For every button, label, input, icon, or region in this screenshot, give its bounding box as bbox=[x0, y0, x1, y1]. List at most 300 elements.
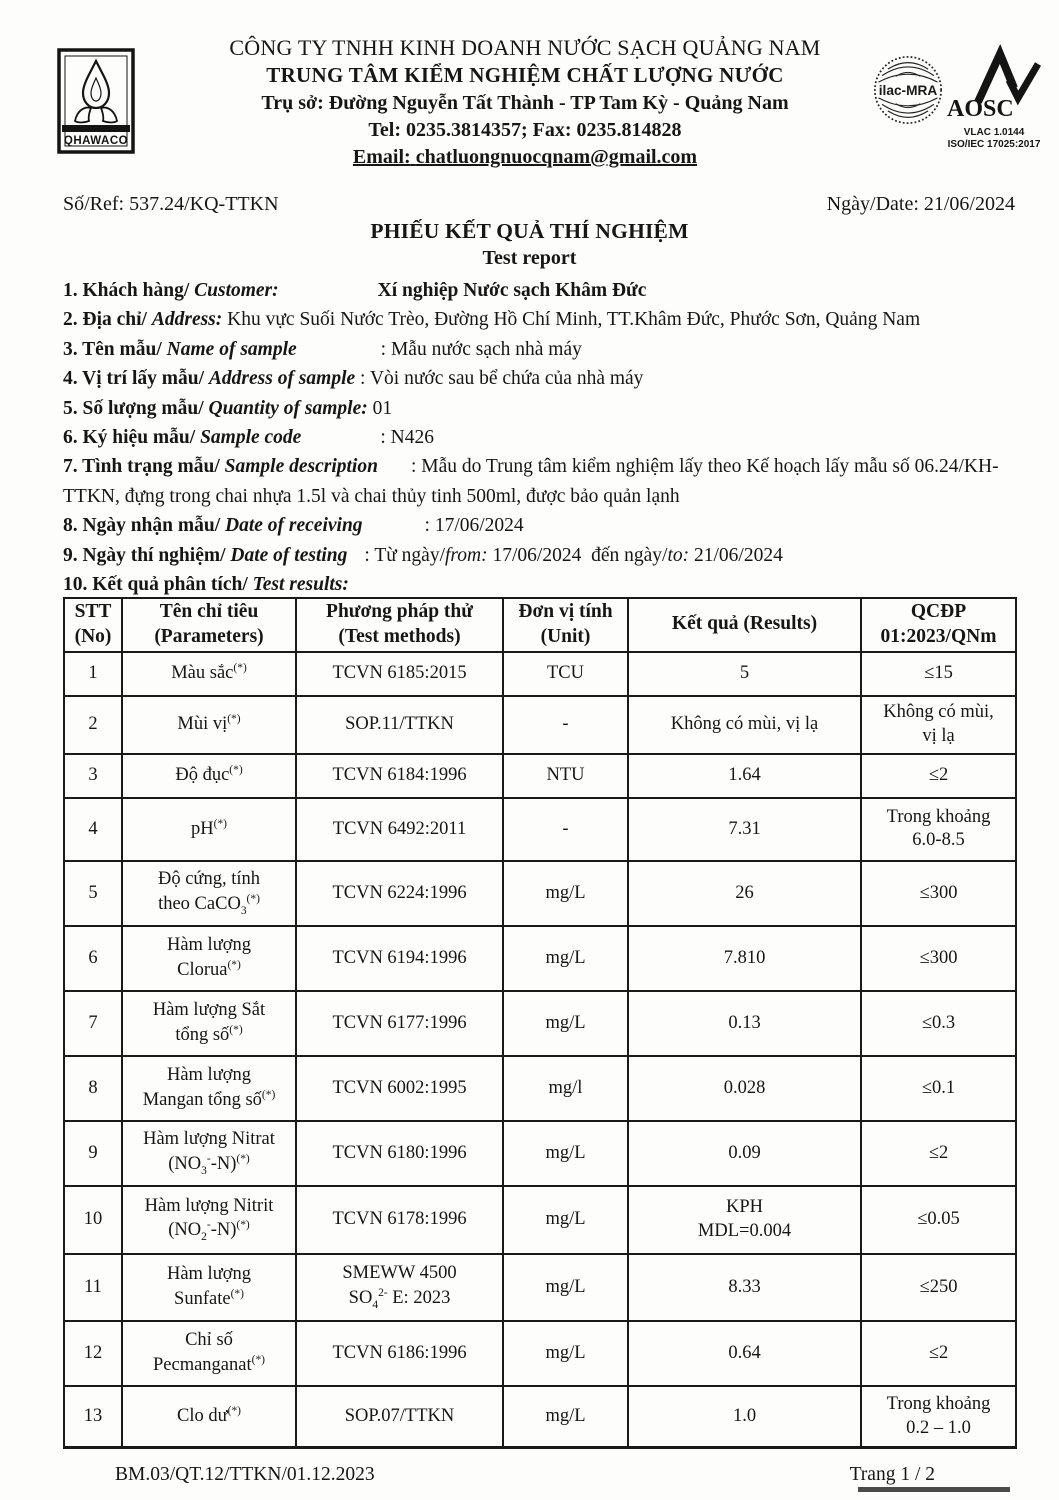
table-row-4 bbox=[64, 798, 1016, 861]
text-segment: 21/06/2024 bbox=[689, 544, 783, 566]
limit-cell bbox=[861, 652, 1016, 696]
text-segment: mg/L bbox=[545, 882, 586, 903]
text-segment: - bbox=[562, 714, 569, 735]
column-header-text: Phương pháp thử bbox=[326, 601, 473, 622]
text-segment: TCVN 6177:1996 bbox=[332, 1012, 467, 1033]
text-segment: (*) bbox=[236, 1219, 250, 1232]
text-segment: (*) bbox=[246, 892, 260, 905]
qhawaco-logo-text: QHAWACO bbox=[63, 135, 129, 147]
text-segment: - bbox=[562, 818, 569, 839]
text-segment: Khu vực Suối Nước Trèo, Đường Hồ Chí Minh, TT.Khâm Đức, Phước Sơn, Quảng Nam bbox=[222, 309, 921, 331]
form-code: BM.03/QT.12/TTKN/01.12.2023 bbox=[115, 1464, 375, 1485]
ilac-mra-logo bbox=[872, 46, 944, 134]
parameter-cell bbox=[122, 1386, 296, 1448]
scan-artifact-line bbox=[858, 1487, 1010, 1492]
result-cell bbox=[628, 1321, 861, 1386]
column-header-text: (No) bbox=[74, 625, 112, 647]
text-segment: KPH bbox=[725, 1197, 763, 1218]
text-segment: theo CaCO bbox=[158, 894, 241, 915]
qhawaco-logo-graphic bbox=[57, 48, 135, 154]
text-segment: NTU bbox=[546, 765, 585, 786]
result-cell bbox=[628, 926, 861, 991]
table-row-12 bbox=[64, 1321, 1016, 1386]
tel-fax: Tel: 0235.3814357; Fax: 0235.814828 bbox=[368, 119, 682, 141]
method-cell bbox=[296, 1121, 503, 1186]
table-row-10 bbox=[64, 1186, 1016, 1254]
text-segment: ≤300 bbox=[919, 882, 958, 903]
text-segment: vị lạ bbox=[922, 725, 955, 746]
parameter-cell bbox=[122, 1254, 296, 1321]
text-segment: Sample description bbox=[224, 456, 378, 478]
text-segment: (NO bbox=[168, 1154, 202, 1175]
parameter-cell bbox=[122, 754, 296, 798]
text-segment: Address of sample bbox=[208, 368, 356, 390]
stt-cell bbox=[64, 861, 122, 926]
table-row-3 bbox=[64, 754, 1016, 798]
text-segment: 17/06/2024 đến ngày/ bbox=[487, 544, 668, 566]
text-segment: SOP.11/TTKN bbox=[345, 714, 454, 735]
aosc-logo bbox=[946, 40, 1042, 151]
text-segment: -N) bbox=[210, 1220, 237, 1241]
text-segment: 3 bbox=[88, 765, 98, 786]
text-segment: Hàm lượng bbox=[166, 1065, 252, 1086]
table-row-5 bbox=[64, 861, 1016, 926]
table-header-row bbox=[64, 598, 1016, 652]
text-segment: to: bbox=[667, 544, 690, 566]
parameter-cell bbox=[122, 696, 296, 754]
column-header-text: Kết quả (Results) bbox=[671, 613, 818, 635]
text-segment: Không có mùi, bbox=[883, 702, 994, 723]
ref-number: Số/Ref: 537.24/KQ-TTKN bbox=[63, 193, 279, 215]
letterhead-center bbox=[185, 34, 865, 171]
column-header-4 bbox=[503, 598, 628, 652]
text-segment: 1 bbox=[88, 663, 98, 684]
unit-cell bbox=[503, 926, 628, 991]
text-segment: (*) bbox=[236, 1152, 250, 1165]
text-segment: mg/l bbox=[548, 1077, 583, 1098]
info-item-10 bbox=[63, 570, 1023, 599]
text-segment: 4. Vị trí lấy mẫu/ bbox=[63, 368, 209, 390]
column-header-5 bbox=[628, 598, 861, 652]
head-office-address: Trụ sở: Đường Nguyễn Tất Thành - TP Tam Kỳ - Quảng Nam bbox=[261, 92, 789, 114]
text-segment: 12 bbox=[83, 1342, 103, 1363]
text-segment: 7 bbox=[88, 1012, 98, 1033]
stt-cell bbox=[64, 926, 122, 991]
text-segment: 8 bbox=[88, 1077, 98, 1098]
text-segment: Mùi vị bbox=[177, 714, 228, 735]
stt-cell bbox=[64, 991, 122, 1056]
text-segment: 2 bbox=[201, 1231, 207, 1244]
text-segment: TCVN 6184:1996 bbox=[332, 765, 467, 786]
limit-cell bbox=[861, 754, 1016, 798]
text-segment: mg/L bbox=[545, 1012, 586, 1033]
text-segment: ≤250 bbox=[919, 1276, 958, 1297]
company-name: CÔNG TY TNHH KINH DOANH NƯỚC SẠCH QUẢNG NAM bbox=[229, 35, 821, 60]
info-item-7 bbox=[63, 452, 1023, 511]
text-segment: 10 bbox=[83, 1209, 103, 1230]
text-segment: Test results: bbox=[252, 574, 349, 596]
text-segment: (*) bbox=[227, 1405, 241, 1418]
text-segment: (NO bbox=[168, 1220, 202, 1241]
unit-cell bbox=[503, 861, 628, 926]
text-segment: E: 2023 bbox=[387, 1288, 451, 1309]
text-segment: 2- bbox=[378, 1286, 388, 1299]
report-subtitle: Test report bbox=[482, 247, 577, 269]
parameter-cell bbox=[122, 652, 296, 696]
table-row-2 bbox=[64, 696, 1016, 754]
text-segment: ≤2 bbox=[928, 1142, 949, 1163]
limit-cell bbox=[861, 1056, 1016, 1121]
unit-cell bbox=[503, 991, 628, 1056]
hand-right-icon bbox=[101, 108, 117, 123]
parameter-cell bbox=[122, 926, 296, 991]
text-segment: 6 bbox=[88, 947, 98, 968]
result-cell bbox=[628, 652, 861, 696]
text-segment: Trong khoảng bbox=[886, 806, 991, 827]
table-row-11 bbox=[64, 1254, 1016, 1321]
text-segment: ≤300 bbox=[919, 947, 958, 968]
column-header-6 bbox=[861, 598, 1016, 652]
ref-line bbox=[63, 193, 1015, 216]
table-row-9 bbox=[64, 1121, 1016, 1186]
text-segment: mg/L bbox=[545, 1276, 586, 1297]
text-segment: Hàm lượng bbox=[166, 1264, 252, 1285]
unit-cell bbox=[503, 1321, 628, 1386]
text-segment: ≤15 bbox=[924, 663, 953, 684]
limit-cell bbox=[861, 861, 1016, 926]
text-segment: Hàm lượng Nitrat bbox=[143, 1129, 275, 1150]
method-cell bbox=[296, 861, 503, 926]
info-item-6 bbox=[63, 423, 1023, 452]
table-row-6 bbox=[64, 926, 1016, 991]
text-segment: 0.09 bbox=[728, 1142, 761, 1163]
column-header-text: STT bbox=[74, 601, 112, 622]
text-segment: (*) bbox=[261, 1088, 276, 1101]
info-item-4 bbox=[63, 364, 1023, 393]
limit-cell bbox=[861, 991, 1016, 1056]
stt-cell bbox=[64, 1254, 122, 1321]
text-segment: 6.0-8.5 bbox=[912, 830, 965, 851]
text-segment: - bbox=[206, 1152, 211, 1165]
result-cell bbox=[628, 1386, 861, 1448]
limit-cell bbox=[861, 696, 1016, 754]
method-cell bbox=[296, 1254, 503, 1321]
text-segment: Độ cứng, tính bbox=[157, 869, 260, 890]
text-segment: TCVN 6180:1996 bbox=[332, 1142, 467, 1163]
email-label: Email: bbox=[352, 146, 411, 168]
column-header-text: 01:2023/QNm bbox=[880, 625, 997, 647]
text-segment: mg/L bbox=[545, 1405, 586, 1426]
limit-cell bbox=[861, 1186, 1016, 1254]
info-item-9 bbox=[63, 541, 1023, 570]
text-segment: 8.33 bbox=[728, 1276, 761, 1297]
text-segment: Mangan tổng số bbox=[142, 1089, 262, 1110]
text-segment: 7.31 bbox=[728, 818, 761, 839]
column-header-text: (Parameters) bbox=[154, 625, 264, 647]
result-cell bbox=[628, 754, 861, 798]
method-cell bbox=[296, 652, 503, 696]
unit-cell bbox=[503, 1186, 628, 1254]
method-cell bbox=[296, 926, 503, 991]
text-segment: 0.64 bbox=[728, 1342, 761, 1363]
stt-cell bbox=[64, 1121, 122, 1186]
stt-cell bbox=[64, 1186, 122, 1254]
column-header-text: (Unit) bbox=[540, 625, 591, 647]
text-segment: Sunfate bbox=[174, 1288, 231, 1309]
column-header-text: Đơn vị tính bbox=[518, 601, 613, 622]
info-item-5 bbox=[63, 394, 1023, 423]
text-segment: TCVN 6492:2011 bbox=[332, 818, 467, 839]
aosc-logo-text: AOSC bbox=[947, 96, 1014, 122]
text-segment: Name of sample bbox=[166, 338, 297, 360]
text-segment: Trong khoảng bbox=[886, 1393, 991, 1414]
result-cell bbox=[628, 1254, 861, 1321]
limit-cell bbox=[861, 798, 1016, 861]
method-cell bbox=[296, 696, 503, 754]
unit-cell bbox=[503, 754, 628, 798]
text-segment: (*) bbox=[227, 713, 241, 726]
stt-cell bbox=[64, 798, 122, 861]
unit-cell bbox=[503, 1121, 628, 1186]
email-address: chatluongnuocqnam@gmail.com bbox=[415, 146, 698, 168]
text-segment: TCVN 6224:1996 bbox=[332, 882, 467, 903]
text-segment: Hàm lượng Nitrit bbox=[144, 1195, 274, 1216]
text-segment: Hàm lượng bbox=[166, 935, 252, 956]
unit-cell bbox=[503, 1254, 628, 1321]
text-segment: 26 bbox=[735, 882, 754, 903]
stt-cell bbox=[64, 652, 122, 696]
center-name: TRUNG TÂM KIỂM NGHIỆM CHẤT LƯỢNG NƯỚC bbox=[266, 63, 784, 87]
text-segment: (*) bbox=[227, 958, 241, 971]
result-cell bbox=[628, 1186, 861, 1254]
text-segment: 9 bbox=[88, 1142, 98, 1163]
text-segment: 1. Khách hàng/ bbox=[63, 280, 195, 301]
stt-cell bbox=[64, 1321, 122, 1386]
text-segment: Customer: bbox=[194, 280, 279, 301]
text-segment: Address: bbox=[151, 309, 223, 331]
text-segment: ≤0.1 bbox=[921, 1077, 956, 1098]
page-number: Trang 1 / 2 bbox=[849, 1464, 935, 1485]
aosc-logo-graphic bbox=[946, 40, 1042, 122]
text-segment: Độ đục bbox=[175, 765, 230, 786]
text-segment: 3 bbox=[240, 904, 247, 917]
unit-cell bbox=[503, 1056, 628, 1121]
method-cell bbox=[296, 1321, 503, 1386]
column-header-text: QCĐP bbox=[910, 601, 967, 622]
text-segment: 7. Tình trạng mẫu/ bbox=[63, 456, 225, 478]
aosc-lambda-icon bbox=[978, 54, 1014, 102]
column-header-text: (Test methods) bbox=[338, 625, 461, 647]
text-segment: SO bbox=[348, 1288, 373, 1309]
aosc-vlac-caption: VLAC 1.0144 bbox=[963, 127, 1025, 138]
text-segment: 1.0 bbox=[732, 1405, 757, 1426]
stt-cell bbox=[64, 1056, 122, 1121]
text-segment: : N426 bbox=[380, 427, 434, 449]
text-segment: TCVN 6194:1996 bbox=[332, 947, 467, 968]
info-item-2 bbox=[63, 305, 1023, 334]
info-item-1 bbox=[63, 276, 1023, 305]
text-segment: TCVN 6186:1996 bbox=[332, 1342, 467, 1363]
text-segment: - bbox=[206, 1219, 211, 1232]
text-segment: SOP.07/TTKN bbox=[344, 1405, 455, 1426]
text-segment: TCVN 6002:1995 bbox=[332, 1077, 467, 1098]
result-cell bbox=[628, 1121, 861, 1186]
column-header-text: Tên chỉ tiêu bbox=[159, 601, 259, 622]
text-segment: ≤0.05 bbox=[917, 1209, 960, 1230]
text-segment: 7.810 bbox=[723, 947, 766, 968]
text-segment: (*) bbox=[230, 1287, 244, 1300]
text-segment: (*) bbox=[251, 1353, 265, 1366]
text-segment: Date of receiving bbox=[225, 515, 363, 537]
text-segment: 3. Tên mẫu/ bbox=[63, 338, 167, 360]
hand-left-icon bbox=[75, 108, 91, 123]
table-row-13 bbox=[64, 1386, 1016, 1448]
parameter-cell bbox=[122, 1186, 296, 1254]
result-cell bbox=[628, 1056, 861, 1121]
text-segment: Xí nghiệp Nước sạch Khâm Đức bbox=[377, 280, 647, 301]
column-header-3 bbox=[296, 598, 503, 652]
text-segment: Chỉ số bbox=[185, 1330, 233, 1351]
info-list bbox=[63, 276, 1023, 599]
text-segment: (*) bbox=[229, 1023, 243, 1036]
stt-cell bbox=[64, 754, 122, 798]
text-segment: 4 bbox=[372, 1298, 379, 1311]
limit-cell bbox=[861, 1121, 1016, 1186]
text-segment: tổng số bbox=[175, 1024, 230, 1045]
text-segment: 10. Kết quả phân tích/ bbox=[63, 574, 253, 596]
result-cell bbox=[628, 696, 861, 754]
text-segment: (*) bbox=[233, 662, 247, 675]
text-segment: (*) bbox=[229, 764, 243, 777]
text-segment: 6. Ký hiệu mẫu/ bbox=[63, 427, 201, 449]
result-cell bbox=[628, 798, 861, 861]
text-segment: Hàm lượng Sắt bbox=[152, 1000, 266, 1021]
text-segment: 8. Ngày nhận mẫu/ bbox=[63, 515, 225, 537]
method-cell bbox=[296, 1386, 503, 1448]
ilac-mra-logo-graphic bbox=[872, 46, 944, 134]
stt-cell bbox=[64, 1386, 122, 1448]
aosc-iso-caption: ISO/IEC 17025:2017 bbox=[947, 139, 1041, 150]
method-cell bbox=[296, 991, 503, 1056]
text-segment: 0.2 – 1.0 bbox=[906, 1417, 971, 1438]
text-segment: (*) bbox=[213, 817, 227, 830]
text-segment: 11 bbox=[84, 1276, 102, 1297]
text-segment: 4 bbox=[88, 818, 98, 839]
text-segment: : Mẫu do Trung tâm kiểm nghiệm lấy theo Kế hoạch lấy mẫu số 06.24/KH-TTKN, đựng trong chai nhựa 1.5l và chai thủy tinh 500ml, được bảo quản lạnh bbox=[63, 456, 999, 507]
text-segment: ≤2 bbox=[928, 765, 949, 786]
text-segment: ≤2 bbox=[928, 1342, 949, 1363]
page-footer bbox=[115, 1464, 935, 1486]
text-segment: 2 bbox=[88, 714, 98, 735]
text-segment: 5 bbox=[88, 882, 98, 903]
text-segment: mg/L bbox=[545, 1209, 586, 1230]
unit-cell bbox=[503, 652, 628, 696]
text-segment: from: bbox=[445, 544, 488, 566]
text-segment: : 17/06/2024 bbox=[424, 515, 524, 537]
parameter-cell bbox=[122, 991, 296, 1056]
column-header-2 bbox=[122, 598, 296, 652]
text-segment: 9. Ngày thí nghiệm/ bbox=[63, 544, 231, 566]
text-segment: : Mẫu nước sạch nhà máy bbox=[380, 338, 582, 360]
text-segment: ≤0.3 bbox=[921, 1012, 956, 1033]
text-segment: Sample code bbox=[200, 427, 302, 449]
unit-cell bbox=[503, 798, 628, 861]
text-segment: pH bbox=[191, 819, 214, 840]
text-segment: 5. Số lượng mẫu/ bbox=[63, 397, 209, 419]
email-line bbox=[185, 144, 865, 171]
text-segment: 0.13 bbox=[728, 1012, 761, 1033]
parameter-cell bbox=[122, 798, 296, 861]
letterhead bbox=[0, 34, 1059, 186]
method-cell bbox=[296, 798, 503, 861]
parameter-cell bbox=[122, 1121, 296, 1186]
text-segment: 13 bbox=[83, 1405, 103, 1426]
text-segment: Clo dư bbox=[176, 1406, 228, 1427]
method-cell bbox=[296, 754, 503, 798]
text-segment: 2. Địa chỉ/ bbox=[63, 309, 152, 331]
limit-cell bbox=[861, 926, 1016, 991]
stt-cell bbox=[64, 696, 122, 754]
method-cell bbox=[296, 1056, 503, 1121]
text-segment: TCVN 6185:2015 bbox=[332, 663, 467, 684]
text-segment: MDL=0.004 bbox=[697, 1220, 792, 1241]
text-segment: 3 bbox=[201, 1164, 207, 1177]
text-segment: Không có mùi, vị lạ bbox=[670, 714, 819, 735]
text-segment: SMEWW 4500 bbox=[342, 1263, 457, 1284]
result-cell bbox=[628, 861, 861, 926]
text-segment: 1.64 bbox=[728, 765, 761, 786]
text-segment: TCU bbox=[547, 663, 584, 684]
method-cell bbox=[296, 1186, 503, 1254]
limit-cell bbox=[861, 1386, 1016, 1448]
text-segment: mg/L bbox=[545, 1142, 586, 1163]
qhawaco-logo bbox=[57, 48, 135, 154]
column-header-1 bbox=[64, 598, 122, 652]
info-item-3 bbox=[63, 335, 1023, 364]
info-item-8 bbox=[63, 511, 1023, 540]
report-title: PHIẾU KẾT QUẢ THÍ NGHIỆM bbox=[370, 219, 689, 243]
ilac-mra-logo-text: ilac-MRA bbox=[878, 83, 938, 99]
text-segment: Màu sắc bbox=[171, 663, 234, 684]
result-cell bbox=[628, 991, 861, 1056]
limit-cell bbox=[861, 1321, 1016, 1386]
text-segment: 5 bbox=[739, 663, 750, 684]
limit-cell bbox=[861, 1254, 1016, 1321]
text-segment: mg/L bbox=[545, 947, 586, 968]
table-row-8 bbox=[64, 1056, 1016, 1121]
report-date: Ngày/Date: 21/06/2024 bbox=[826, 193, 1015, 215]
unit-cell bbox=[503, 696, 628, 754]
unit-cell bbox=[503, 1386, 628, 1448]
parameter-cell bbox=[122, 861, 296, 926]
text-segment: Clorua bbox=[177, 959, 228, 980]
text-segment: : Vòi nước sau bể chứa của nhà máy bbox=[355, 368, 644, 390]
text-segment: -N) bbox=[210, 1154, 237, 1175]
aosc-check-icon bbox=[1009, 64, 1038, 98]
text-segment: mg/L bbox=[545, 1342, 586, 1363]
table-row-7 bbox=[64, 991, 1016, 1056]
parameter-cell bbox=[122, 1056, 296, 1121]
text-segment: : Từ ngày/ bbox=[364, 544, 446, 566]
text-segment: Quantity of sample: bbox=[208, 397, 368, 419]
text-segment: 01 bbox=[367, 397, 393, 419]
text-segment: Date of testing bbox=[230, 544, 348, 566]
text-segment: TCVN 6178:1996 bbox=[332, 1209, 467, 1230]
table-row-1 bbox=[64, 652, 1016, 696]
results-table bbox=[63, 597, 1017, 1449]
text-segment: 0.028 bbox=[723, 1077, 766, 1098]
text-segment: Pecmanganat bbox=[153, 1354, 252, 1375]
